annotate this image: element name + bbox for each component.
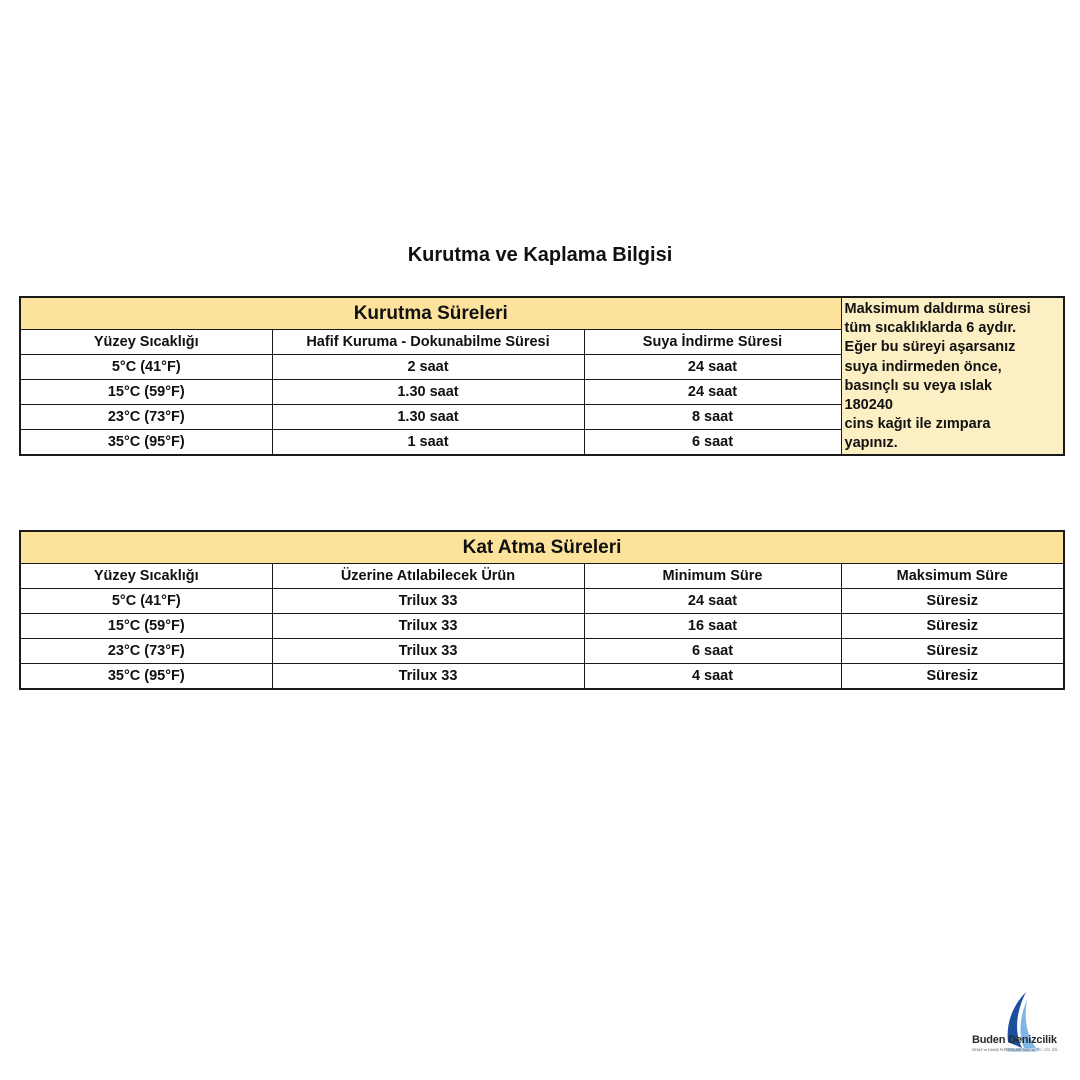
drying-times-table: [19, 296, 1065, 456]
table-cell: 1.30 saat: [272, 405, 584, 430]
overcoat-times-table: [19, 530, 1065, 690]
table-row: [20, 639, 1064, 664]
table-header-row: [20, 564, 1064, 589]
overcoat-band-title: Kat Atma Süreleri: [20, 531, 1064, 564]
note-line: cins kağıt ile zımpara: [844, 416, 991, 433]
table-cell: 4 saat: [584, 664, 841, 690]
drying-band-title: Kurutma Süreleri: [20, 297, 841, 330]
column-header: Hafif Kuruma - Dokunabilme Süresi: [272, 330, 584, 355]
table-cell: 24 saat: [584, 589, 841, 614]
note-line: Maksimum daldırma süresi: [844, 301, 1031, 317]
column-header: Yüzey Sıcaklığı: [20, 564, 272, 589]
logo-subtitle: DENİZ ve DANIŞ PLEOPALARI SAN. ve TİC. LTD. ŞTİ.: [972, 1048, 1059, 1052]
note-line: Eğer bu süreyi aşarsanız: [844, 339, 1016, 356]
column-header: Üzerine Atılabilecek Ürün: [272, 564, 584, 589]
table-cell: 6 saat: [584, 639, 841, 664]
table-cell: 1 saat: [272, 430, 584, 456]
page-title: Kurutma ve Kaplama Bilgisi: [407, 244, 673, 266]
table-cell: 24 saat: [584, 355, 841, 380]
table-cell: 24 saat: [584, 380, 841, 405]
table-cell: 15°C (59°F): [20, 380, 272, 405]
note-line: tüm sıcaklıklarda 6 aydır.: [844, 320, 1017, 337]
table-cell: 35°C (95°F): [20, 430, 272, 456]
column-header: Suya İndirme Süresi: [584, 330, 841, 355]
table-cell: 2 saat: [272, 355, 584, 380]
company-logo: [972, 990, 1072, 1060]
logo-name: Buden Denizcilik: [972, 1034, 1057, 1046]
table-cell: 5°C (41°F): [20, 589, 272, 614]
table-row: [20, 589, 1064, 614]
note-line: yapınız.: [844, 435, 898, 452]
table-cell: Trilux 33: [272, 589, 584, 614]
table-cell: 6 saat: [584, 430, 841, 456]
max-immersion-note: [841, 297, 1064, 455]
table-cell: Trilux 33: [272, 664, 584, 690]
table-row: [20, 614, 1064, 639]
column-header: Minimum Süre: [584, 564, 841, 589]
note-line: 180240: [844, 397, 893, 414]
note-line: suya indirmeden önce,: [844, 358, 1002, 375]
table-row: [20, 664, 1064, 690]
table-cell: 15°C (59°F): [20, 614, 272, 639]
table-cell: 16 saat: [584, 614, 841, 639]
table-cell: 23°C (73°F): [20, 639, 272, 664]
table-cell: 8 saat: [584, 405, 841, 430]
table-cell: 35°C (95°F): [20, 664, 272, 690]
table-cell: 23°C (73°F): [20, 405, 272, 430]
table-cell: Süresiz: [841, 614, 1064, 639]
table-cell: Süresiz: [841, 589, 1064, 614]
column-header: Maksimum Süre: [841, 564, 1064, 589]
column-header: Yüzey Sıcaklığı: [20, 330, 272, 355]
note-line: basınçlı su veya ıslak: [844, 377, 993, 394]
table-cell: Trilux 33: [272, 614, 584, 639]
table-cell: 1.30 saat: [272, 380, 584, 405]
table-cell: Trilux 33: [272, 639, 584, 664]
table-cell: Süresiz: [841, 664, 1064, 690]
table-cell: Süresiz: [841, 639, 1064, 664]
table-cell: 5°C (41°F): [20, 355, 272, 380]
